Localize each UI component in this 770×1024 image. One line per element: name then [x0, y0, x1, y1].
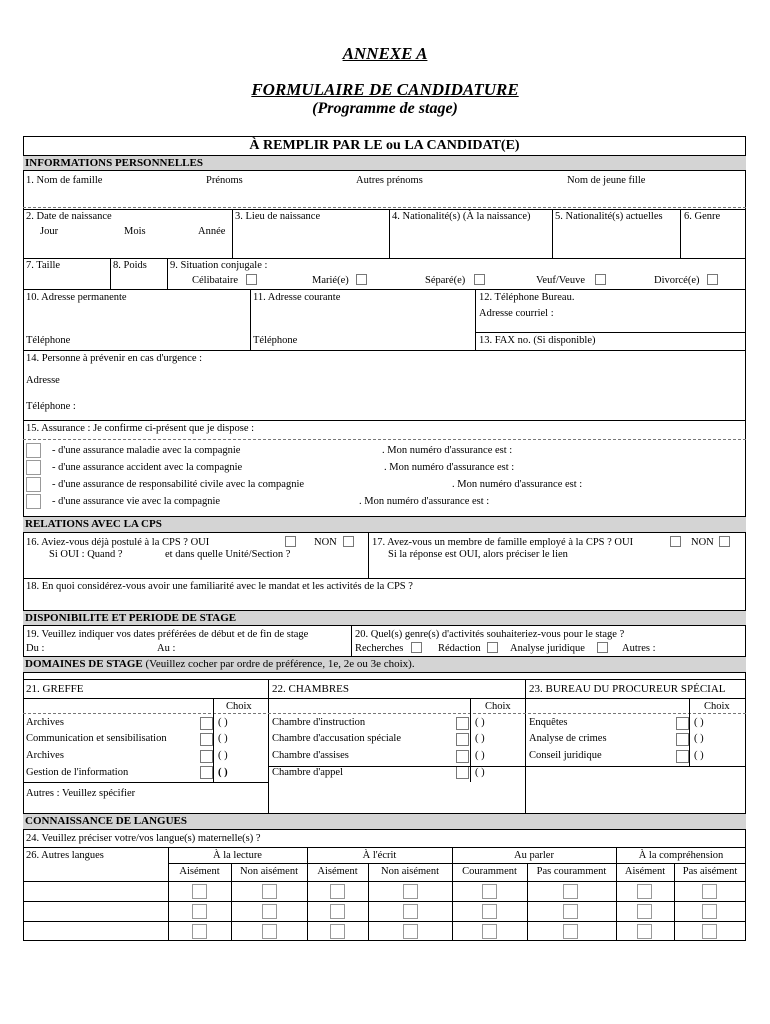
gender-label: 6. Genre	[684, 211, 721, 222]
q16-oui-checkbox[interactable]	[285, 536, 296, 547]
insurance-health-label: - d'une assurance maladie avec la compagnie	[52, 445, 241, 456]
divider	[23, 209, 746, 210]
single-checkbox[interactable]	[246, 274, 257, 285]
q16-label: 16. Aviez-vous déjà postulé à la CPS ? OUI	[26, 537, 210, 548]
divider	[213, 698, 214, 782]
greffe-item: Archives	[26, 750, 64, 761]
emergency-phone-label: Téléphone :	[26, 401, 76, 412]
q24-label: 24. Veuillez préciser votre/vos langue(s) maternelle(s) ?	[26, 833, 261, 844]
chambres-item: Chambre d'instruction	[272, 717, 366, 728]
divider	[23, 782, 269, 783]
domains-instruction: (Veuillez cocher par ordre de préférence, 1e, 2e ou 3e choix).	[145, 658, 415, 670]
phone-label-1: Téléphone	[26, 335, 71, 346]
col-header: Couramment	[462, 866, 517, 877]
nationality-birth-label: 4. Nationalité(s) (À la naissance)	[392, 211, 531, 222]
insurance-label: 15. Assurance : Je confirme ci-présent que je dispose :	[26, 423, 255, 434]
analyse-label: Analyse juridique	[510, 643, 585, 654]
chambres-choix-header: Choix	[485, 701, 511, 712]
current-address-label: 11. Adresse courante	[253, 292, 341, 303]
group-understanding: À la compréhension	[638, 850, 724, 861]
insurance-health-number: . Mon numéro d'assurance est :	[382, 445, 513, 456]
divider	[689, 698, 690, 766]
chambres-choice-field[interactable]: ( )	[475, 733, 485, 744]
q17-non-label: NON	[691, 537, 714, 548]
language-level-checkbox[interactable]	[262, 904, 277, 919]
divider	[110, 258, 111, 289]
insurance-accident-label: - d'une assurance accident avec la compagnie	[52, 462, 243, 473]
section-availability: DISPONIBILITE ET PERIODE DE STAGE	[23, 610, 746, 626]
greffe-item: Archives	[26, 717, 64, 728]
divider	[680, 209, 681, 258]
divider	[23, 679, 746, 680]
redaction-label: Rédaction	[438, 643, 481, 654]
section-relations: RELATIONS AVEC LA CPS	[23, 516, 746, 533]
single-label: Célibataire	[192, 275, 239, 286]
family-name-label: 1. Nom de famille	[26, 175, 103, 186]
divorced-label: Divorcé(e)	[654, 275, 700, 286]
group-speaking: Au parler	[514, 850, 554, 861]
day-label: Jour	[40, 226, 59, 237]
analyse-checkbox[interactable]	[597, 642, 608, 653]
language-level-checkbox[interactable]	[563, 904, 578, 919]
q16-non-label: NON	[314, 537, 337, 548]
recherches-label: Recherches	[355, 643, 404, 654]
redaction-checkbox[interactable]	[487, 642, 498, 653]
insurance-liability-label: - d'une assurance de responsabilité civile avec la compagnie	[52, 479, 305, 490]
language-level-checkbox[interactable]	[563, 924, 578, 939]
col-header: Pas aisément	[682, 866, 738, 877]
language-level-checkbox[interactable]	[403, 924, 418, 939]
language-level-checkbox[interactable]	[482, 924, 497, 939]
insurance-liability-number: . Mon numéro d'assurance est :	[452, 479, 583, 490]
bureau-title: 23. BUREAU DU PROCUREUR SPÉCIAL	[529, 683, 726, 695]
divider	[368, 533, 369, 578]
bureau-checkbox[interactable]	[676, 733, 689, 746]
emergency-label: 14. Personne à prévenir en cas d'urgence :	[26, 353, 203, 364]
married-checkbox[interactable]	[356, 274, 367, 285]
widowed-checkbox[interactable]	[595, 274, 606, 285]
bureau-item: Enquêtes	[529, 717, 568, 728]
chambres-item: Chambre d'accusation spéciale	[272, 733, 402, 744]
greffe-title: 21. GREFFE	[26, 683, 84, 695]
chambres-title: 22. CHAMBRES	[272, 683, 350, 695]
q19-label: 19. Veuillez indiquer vos dates préférées de début et de fin de stage	[26, 629, 309, 640]
col-header: Non aisément	[380, 866, 440, 877]
chambres-checkbox[interactable]	[456, 750, 469, 763]
language-level-checkbox[interactable]	[482, 884, 497, 899]
col-header: Aisément	[179, 866, 220, 877]
chambres-checkbox[interactable]	[456, 766, 469, 779]
language-level-checkbox[interactable]	[262, 924, 277, 939]
insurance-life-number: . Mon numéro d'assurance est :	[359, 496, 490, 507]
separated-label: Séparé(e)	[425, 275, 466, 286]
group-reading: À la lecture	[213, 850, 262, 861]
divider	[470, 698, 471, 782]
divider	[23, 698, 746, 699]
language-level-checkbox[interactable]	[702, 884, 717, 899]
divider	[23, 350, 746, 351]
insurance-accident-number: . Mon numéro d'assurance est :	[384, 462, 515, 473]
bureau-choice-field[interactable]: ( )	[694, 733, 704, 744]
weight-label: 8. Poids	[113, 260, 147, 271]
language-level-checkbox[interactable]	[482, 904, 497, 919]
first-names-label: Prénoms	[206, 175, 243, 186]
insurance-life-label: - d'une assurance vie avec la compagnie	[52, 496, 221, 507]
divider	[389, 209, 390, 258]
bureau-item: Analyse de crimes	[529, 733, 607, 744]
widowed-label: Veuf/Veuve	[536, 275, 585, 286]
du-label: Du :	[26, 643, 45, 654]
divider	[23, 921, 746, 922]
insurance-health-checkbox[interactable]	[26, 443, 41, 458]
insurance-accident-checkbox[interactable]	[26, 460, 41, 475]
greffe-choice-field[interactable]: ( )	[218, 717, 228, 728]
chambres-checkbox[interactable]	[456, 733, 469, 746]
divorced-checkbox[interactable]	[707, 274, 718, 285]
q17-link-label: Si la réponse est OUI, alors préciser le lien	[388, 549, 568, 560]
greffe-item: Communication et sensibilisation	[26, 733, 167, 744]
q17-non-checkbox[interactable]	[719, 536, 730, 547]
recherches-checkbox[interactable]	[411, 642, 422, 653]
au-label: Au :	[157, 643, 176, 654]
program-subtitle: (Programme de stage)	[312, 100, 458, 117]
greffe-choice-field[interactable]: ( )	[218, 767, 228, 778]
divider	[23, 578, 746, 579]
divider	[23, 713, 746, 714]
bureau-choice-field[interactable]: ( )	[694, 717, 704, 728]
greffe-checkbox[interactable]	[200, 733, 213, 746]
divider	[475, 289, 476, 351]
q17-label: 17. Avez-vous un membre de famille employé à la CPS ? OUI	[372, 537, 634, 548]
divider	[23, 439, 746, 440]
divider	[232, 209, 233, 258]
insurance-liability-checkbox[interactable]	[26, 477, 41, 492]
chambres-item: Chambre d'assises	[272, 750, 349, 761]
q18-label: 18. En quoi considérez-vous avoir une familiarité avec le mandat et les activités de la CPS ?	[26, 581, 413, 592]
birth-place-label: 3. Lieu de naissance	[235, 211, 321, 222]
q16-non-checkbox[interactable]	[343, 536, 354, 547]
divider	[525, 679, 526, 814]
divider	[23, 258, 746, 259]
q16-when-label: Si OUI : Quand ?	[49, 549, 123, 560]
divider	[268, 679, 269, 814]
permanent-address-label: 10. Adresse permanente	[26, 292, 127, 303]
language-level-checkbox[interactable]	[403, 904, 418, 919]
birth-date-label: 2. Date de naissance	[26, 211, 112, 222]
divider	[23, 207, 746, 208]
bureau-item: Conseil juridique	[529, 750, 602, 761]
emergency-address-label: Adresse	[26, 375, 60, 386]
language-level-checkbox[interactable]	[637, 924, 652, 939]
section-languages: CONNAISSANCE DE LANGUES	[23, 813, 746, 830]
email-label: Adresse courriel :	[479, 308, 554, 319]
divider	[268, 766, 746, 767]
language-level-checkbox[interactable]	[330, 884, 345, 899]
language-level-checkbox[interactable]	[192, 924, 207, 939]
divider	[167, 258, 168, 289]
office-phone-label: 12. Téléphone Bureau.	[479, 292, 575, 303]
language-level-checkbox[interactable]	[702, 924, 717, 939]
greffe-checkbox[interactable]	[200, 717, 213, 730]
chambres-choice-field[interactable]: ( )	[475, 750, 485, 761]
greffe-choix-header: Choix	[226, 701, 252, 712]
greffe-item: Gestion de l'information	[26, 767, 129, 778]
language-level-checkbox[interactable]	[563, 884, 578, 899]
language-level-checkbox[interactable]	[192, 884, 207, 899]
divider	[552, 209, 553, 258]
year-label: Année	[198, 226, 226, 237]
chambres-item: Chambre d'appel	[272, 767, 343, 778]
divider	[23, 420, 746, 421]
q16-unit-label: et dans quelle Unité/Section ?	[165, 549, 291, 560]
language-level-checkbox[interactable]	[192, 904, 207, 919]
chambres-choice-field[interactable]: ( )	[475, 767, 485, 778]
domains-title: DOMAINES DE STAGE	[25, 658, 143, 670]
language-level-checkbox[interactable]	[637, 884, 652, 899]
greffe-choice-field[interactable]: ( )	[218, 750, 228, 761]
greffe-checkbox[interactable]	[200, 766, 213, 779]
divider	[23, 901, 746, 902]
fax-label: 13. FAX no. (Si disponible)	[479, 335, 596, 346]
fill-instruction: À REMPLIR PAR LE ou LA CANDIDAT(E)	[249, 138, 520, 153]
phone-label-2: Téléphone	[253, 335, 298, 346]
section-personal: INFORMATIONS PERSONNELLES	[23, 155, 746, 171]
marital-label: 9. Situation conjugale :	[170, 260, 268, 271]
bureau-checkbox[interactable]	[676, 717, 689, 730]
section-domains	[23, 656, 746, 673]
divider	[23, 881, 746, 882]
maiden-name-label: Nom de jeune fille	[567, 175, 646, 186]
bureau-choice-field[interactable]: ( )	[694, 750, 704, 761]
insurance-life-checkbox[interactable]	[26, 494, 41, 509]
greffe-checkbox[interactable]	[200, 750, 213, 763]
other-first-names-label: Autres prénoms	[356, 175, 423, 186]
language-level-checkbox[interactable]	[330, 924, 345, 939]
q20-label: 20. Quel(s) genre(s) d'activités souhaiteriez-vous pour le stage ?	[355, 629, 625, 640]
divider	[351, 626, 352, 656]
annex-title: ANNEXE A	[342, 44, 428, 63]
separated-checkbox[interactable]	[474, 274, 485, 285]
group-writing: À l'écrit	[362, 850, 397, 861]
q26-label: 26. Autres langues	[26, 850, 104, 861]
col-header: Non aisément	[239, 866, 299, 877]
married-label: Marié(e)	[312, 275, 349, 286]
language-level-checkbox[interactable]	[403, 884, 418, 899]
chambres-choice-field[interactable]: ( )	[475, 717, 485, 728]
form-title: FORMULAIRE DE CANDIDATURE	[251, 80, 519, 99]
autres-activity-label: Autres :	[622, 643, 656, 654]
language-level-checkbox[interactable]	[637, 904, 652, 919]
col-header: Aisément	[317, 866, 358, 877]
bureau-checkbox[interactable]	[676, 750, 689, 763]
greffe-choice-field[interactable]: ( )	[218, 733, 228, 744]
col-header: Aisément	[624, 866, 666, 877]
language-level-checkbox[interactable]	[330, 904, 345, 919]
domains-other-label: Autres : Veuillez spécifier	[26, 788, 136, 799]
language-level-checkbox[interactable]	[702, 904, 717, 919]
nationality-current-label: 5. Nationalité(s) actuelles	[555, 211, 663, 222]
q17-oui-checkbox[interactable]	[670, 536, 681, 547]
chambres-checkbox[interactable]	[456, 717, 469, 730]
language-level-checkbox[interactable]	[262, 884, 277, 899]
divider	[475, 332, 746, 333]
height-label: 7. Taille	[26, 260, 61, 271]
col-header: Pas couramment	[536, 866, 607, 877]
month-label: Mois	[124, 226, 146, 237]
divider	[23, 847, 746, 848]
bureau-choix-header: Choix	[704, 701, 730, 712]
divider	[23, 289, 746, 290]
divider	[168, 863, 746, 864]
divider	[250, 289, 251, 351]
